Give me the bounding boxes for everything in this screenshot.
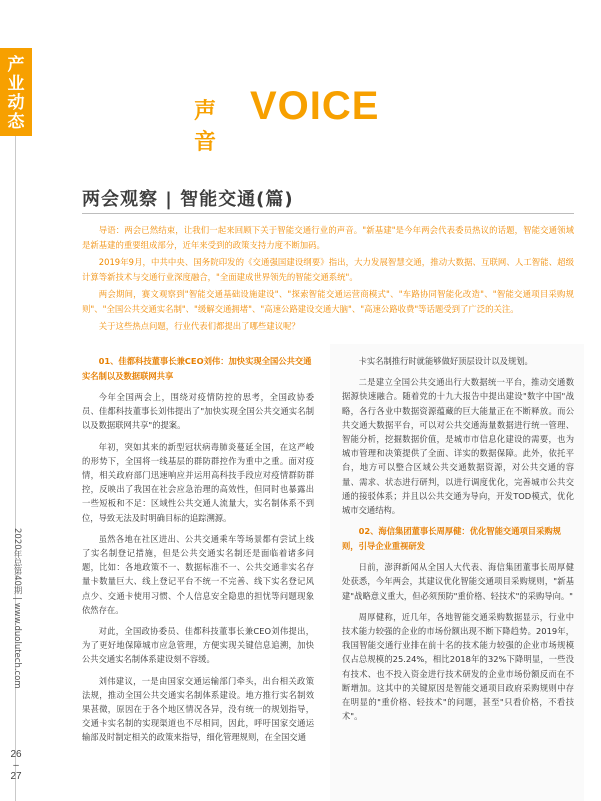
intro-paragraph: 两会期间，赛文观察到"智能交通基础设施建设"、"探索智能交通运营商模式"、"车路协同智能化改造"、"智能交通项目采购规则"、"全国公共交通实名制"、"缓解交通拥堵"、"高速公路建设交通大脑"、"高速公路收费"等话题受到了广泛的关注。 (82, 289, 574, 314)
body-paragraph: 虽然各地在社区进出、公共交通乘车等场景都有尝试上线了实名制登记措施，但是公共交通实名制还是面临着诸多问题，比如：各地政策不一、数据标准不一、公共交通非实名存量卡数量巨大、线上登记平台不统一不完善、线下实名登记风点少、交通卡使用习惯、个人信息安全隐患的担忧等问题现象依然存在。 (82, 533, 314, 615)
voice-header-en: VOICE (250, 84, 380, 128)
body-paragraph: 日前，澎湃新闻从全国人大代表、海信集团董事长周厚健处获悉，今年两会，其建议优化智能交通项目采购规则，"新基建"战略意义重大，但必须预防"重价格、轻技术"的采购导向。" (342, 562, 574, 601)
right-column (342, 354, 574, 730)
body-paragraph: 二是建立全国公共交通出行大数据统一平台，推动交通数据源快速融合。随着党的十九大报告中提出建设"数字中国"战略，各行各业中数据资源蕴藏的巨大能量正在不断释放。而公共交通大数据平台，可以对公共交通海量数据进行统一管理、智能分析，挖掘数据价值，是城市市信息化建设的需要，也为城市管理和决策提供了全面、详实的数据保障。此外，依托平台，地方可以整合区域公共交通数据资源，对公共交通的容量、需求、状态进行研判，以进行调度优化，完善城市公共交通的接驳体系；并且以公共交通为导向，开发TOD模式，优化城市交通结构。 (342, 377, 574, 516)
section-heading: 02、海信集团董事长周厚健：优化智能交通项目采购规则，引导企业重视研发 (342, 526, 561, 551)
intro-paragraph: 关于这些热点问题，行业代表们都提出了哪些建议呢？ (98, 321, 300, 331)
section-label: 产业动态 (7, 55, 25, 132)
intro-paragraph: 导语：两会已然结束，让我们一起来回顾下关于智能交通行业的声音。"新基建"是今年两会代表委员热议的话题，智能交通领域是新基建的重要组成部分，近年来受到的政策支持力度不断加码。 (82, 225, 574, 250)
title-divider (82, 213, 574, 214)
section-heading: 01、佳都科技董事长兼CEO刘伟：加快实现全国公共交通实名制以及数据联网共享 (82, 356, 312, 381)
body-paragraph: 周厚健称，近几年，各地智能交通采购数据显示，行业中技术能力较强的企业的市场份额出现不断下降趋势。2019年，我国智能交通行业排在前十名的技术能力较强的企业市场规模仅占总规模的25.24%，相比2018年的32%下降明显，一些没有技术、也不投入资金进行技术研发的企业市场份额反而在不断增加。这其中的关键原因是智能交通项目政府采购规则中存在明显的"重价格、轻技术"的问题，甚至"只看价格，不看技术"。 (342, 611, 574, 722)
left-column (82, 354, 314, 752)
side-divider (15, 136, 16, 801)
intro-paragraph: 2019年9月，中共中央、国务院印发的《交通强国建设纲要》指出，大力发展智慧交通，推动大数据、互联网、人工智能、超级计算等新技术与交通行业深度融合，"全面建成世界领先的智能交通系统"。 (82, 257, 574, 282)
article-intro (82, 223, 574, 336)
body-paragraph: 今年全国两会上，围绕对疫情防控的思考，全国政协委员、佳都科技董事长刘伟提出了"加快实现全国公共交通实名制以及数据联网共享"的提案。 (82, 392, 314, 431)
body-paragraph: 对此，全国政协委员、佳都科技董事长兼CEO刘伟提出，为了更好地保障城市应急管理，方便实现关键信息追溯，加快公共交通实名制体系建设刻不容缓。 (82, 626, 314, 665)
issue-info: 2020年总第40期 | www.duolutech.com (12, 528, 22, 689)
page-number-right: 27 (10, 771, 22, 782)
body-paragraph: 年初，突如其来的新型冠状病毒肺炎蔓延全国，在这严峻的形势下，全国将一线基层的群防群控作为重中之重。面对疫情，相关政府部门迅速响应并运用高科技手段应对疫情群防群控，反映出了我国在社会应急治理的高效性，但同时也暴露出一些短板和不足：区域性公共交通人流量大，实名制体系不到位，导致无法及时明确目标的追踪溯源。 (82, 441, 314, 523)
voice-header-cn: 声音 (194, 99, 219, 155)
page-numbers (3, 749, 29, 782)
body-paragraph: 刘伟建议，一是由国家交通运输部门牵头，出台相关政策法规，推动全国公共交通实名制体系建设。地方推行实名制效果甚微，原因在于各个地区情况各异，没有统一的规划指导，交通卡实名制的实现渠道也不尽相同，因此，呼吁国家交通运输部及时制定相关的政策来指导，细化管理规则，在全国交通 (82, 675, 314, 743)
page-number-separator: – (13, 760, 19, 771)
page-number-left: 26 (10, 749, 22, 760)
article-title: 两会观察 | 智能交通(篇) (82, 189, 294, 210)
body-paragraph: 卡实名制推行时就能够做好顶层设计以及规划。 (358, 356, 533, 366)
